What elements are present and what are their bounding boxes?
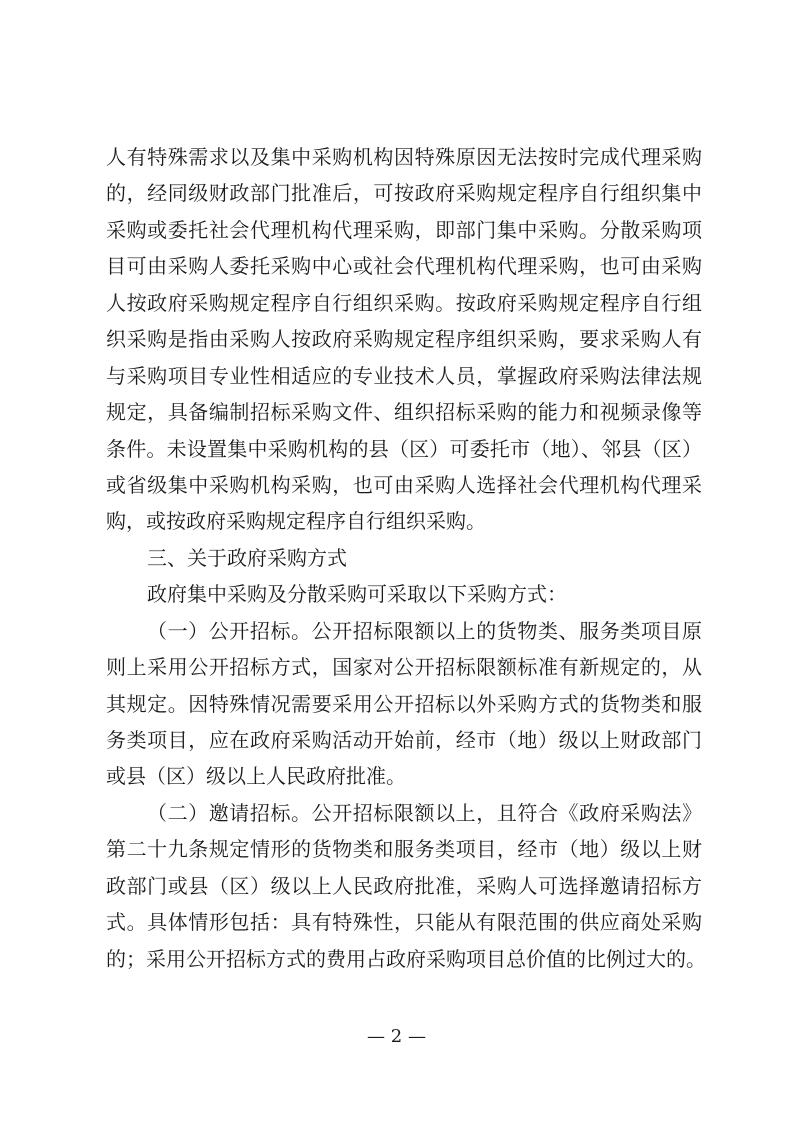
text-line: 的；采用公开招标方式的费用占政府采购项目总价值的比例过大的。 — [106, 946, 706, 971]
text-line: 式。具体情形包括：具有特殊性，只能从有限范围的供应商处采购 — [106, 910, 702, 935]
text-line: 务类项目，应在政府采购活动开始前，经市（地）级以上财政部门 — [106, 728, 702, 752]
text-line: 政部门或县（区）级以上人民政府批准，采购人可选择邀请招标方 — [106, 873, 702, 898]
text-line: 人有特殊需求以及集中采购机构因特殊原因无法按时完成代理采购 — [106, 145, 702, 169]
text-line: 政府集中采购及分散采购可采取以下采购方式： — [147, 582, 567, 607]
text-line: （二）邀请招标。公开招标限额以上，且符合《政府采购法》 — [147, 800, 702, 825]
text-line: 或县（区）级以上人民政府批准。 — [106, 764, 406, 789]
text-line: 则上采用公开招标方式，国家对公开招标限额标准有新规定的，从 — [106, 655, 702, 680]
text-line: 条件。未设置集中采购机构的县（区）可委托市（地）、邻县（区） — [106, 436, 702, 461]
text-line: 采购或委托社会代理机构代理采购，即部门集中采购。分散采购项 — [106, 217, 702, 242]
text-line: 其规定。因特殊情况需要采用公开招标以外采购方式的货物类和服 — [106, 691, 702, 716]
body-text — [106, 139, 706, 977]
text-line: 规定，具备编制招标采购文件、组织招标采购的能力和视频录像等 — [106, 400, 702, 425]
text-line: 目可由采购人委托采购中心或社会代理机构代理采购，也可由采购 — [106, 254, 702, 279]
text-line: 三、关于政府采购方式 — [147, 545, 347, 570]
text-line: 购，或按政府采购规定程序自行组织采购。 — [106, 509, 486, 534]
text-line: 的，经同级财政部门批准后，可按政府采购规定程序自行组织集中 — [106, 181, 702, 206]
text-line: 第二十九条规定情形的货物类和服务类项目，经市（地）级以上财 — [106, 837, 702, 862]
text-line: 人按政府采购规定程序自行组织采购。按政府采购规定程序自行组 — [106, 290, 702, 315]
page-number: — 2 — — [367, 1026, 426, 1047]
text-line: 与采购项目专业性相适应的专业技术人员，掌握政府采购法律法规 — [106, 363, 702, 388]
text-line: 织采购是指由采购人按政府采购规定程序组织采购，要求采购人有 — [106, 327, 702, 352]
text-line: （一）公开招标。公开招标限额以上的货物类、服务类项目原 — [147, 618, 702, 643]
text-line: 或省级集中采购机构采购，也可由采购人选择社会代理机构代理采 — [106, 472, 702, 497]
